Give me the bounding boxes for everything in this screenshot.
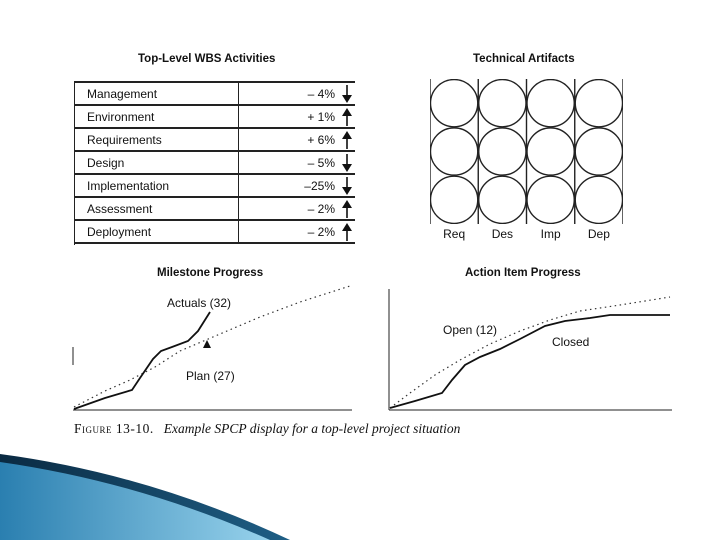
arrow-down-icon [341,153,353,173]
artifact-circle [575,176,622,223]
wbs-activity-name: Implementation [87,179,170,193]
wbs-activity-name: Assessment [87,202,153,216]
open-label: Open (12) [443,323,498,337]
wbs-change-value: – 2% [307,202,335,216]
arrow-up-icon [341,222,353,242]
artifact-circle [479,80,526,127]
wbs-column-divider [238,106,239,127]
action-items-chart [380,283,680,413]
wbs-column-divider [238,221,239,242]
wbs-row [75,152,355,175]
artifact-circle [431,80,478,127]
milestone-title: Milestone Progress [157,267,264,279]
wbs-column-divider [238,152,239,173]
arrow-up-icon [341,107,353,127]
arrow-down-icon [341,84,353,104]
arrow-up-icon [341,199,353,219]
artifact-circle [527,128,574,175]
caption-text: Example SPCP display for a top-level project situation [163,421,461,436]
artifact-axis-label: Req [443,227,466,241]
closed-trend-line [390,297,670,408]
artifact-circle [575,128,622,175]
artifact-axis-label: Imp [540,227,561,241]
wbs-change-value: + 6% [307,133,335,147]
figure-caption [74,421,460,437]
artifact-circle [479,176,526,223]
wbs-column-divider [238,129,239,150]
artifact-grid [430,79,623,224]
wbs-column-divider [238,83,239,104]
open-items-line [390,315,670,408]
arrow-up-icon [341,130,353,150]
wbs-column-divider [238,198,239,219]
caption-label: Figure 13-10. [74,421,154,436]
wbs-row [75,106,355,129]
actuals-label: Actuals (32) [167,296,232,310]
artifact-axis-label: Dep [587,227,610,241]
artifacts-title: Technical Artifacts [473,53,575,65]
wbs-activity-name: Management [87,87,158,101]
wbs-activity-name: Requirements [87,133,162,147]
wbs-row [75,129,355,152]
wbs-row [75,198,355,221]
wbs-activity-name: Deployment [87,225,152,239]
wbs-change-value: – 4% [307,87,335,101]
artifact-circle [431,128,478,175]
wbs-row [75,175,355,198]
wbs-title: Top-Level WBS Activities [138,53,276,65]
artifact-circle [575,80,622,127]
decorative-swoosh [0,440,720,540]
wbs-row [75,83,355,106]
plan-label: Plan (27) [186,369,235,383]
artifact-circle [527,176,574,223]
wbs-row [75,221,355,244]
wbs-change-value: – 5% [307,156,335,170]
wbs-column-divider [238,175,239,196]
action-items-title: Action Item Progress [465,267,581,279]
artifact-circle [527,80,574,127]
artifact-axis-label: Des [491,227,514,241]
wbs-change-value: –25% [304,179,335,193]
artifact-circle [479,128,526,175]
closed-label: Closed [552,335,590,349]
wbs-activity-name: Environment [87,110,155,124]
wbs-change-value: – 2% [307,225,335,239]
actuals-line [74,312,210,409]
wbs-change-value: + 1% [307,110,335,124]
wbs-table [74,81,355,245]
artifact-circle [431,176,478,223]
arrow-down-icon [341,176,353,196]
wbs-activity-name: Design [87,156,125,170]
